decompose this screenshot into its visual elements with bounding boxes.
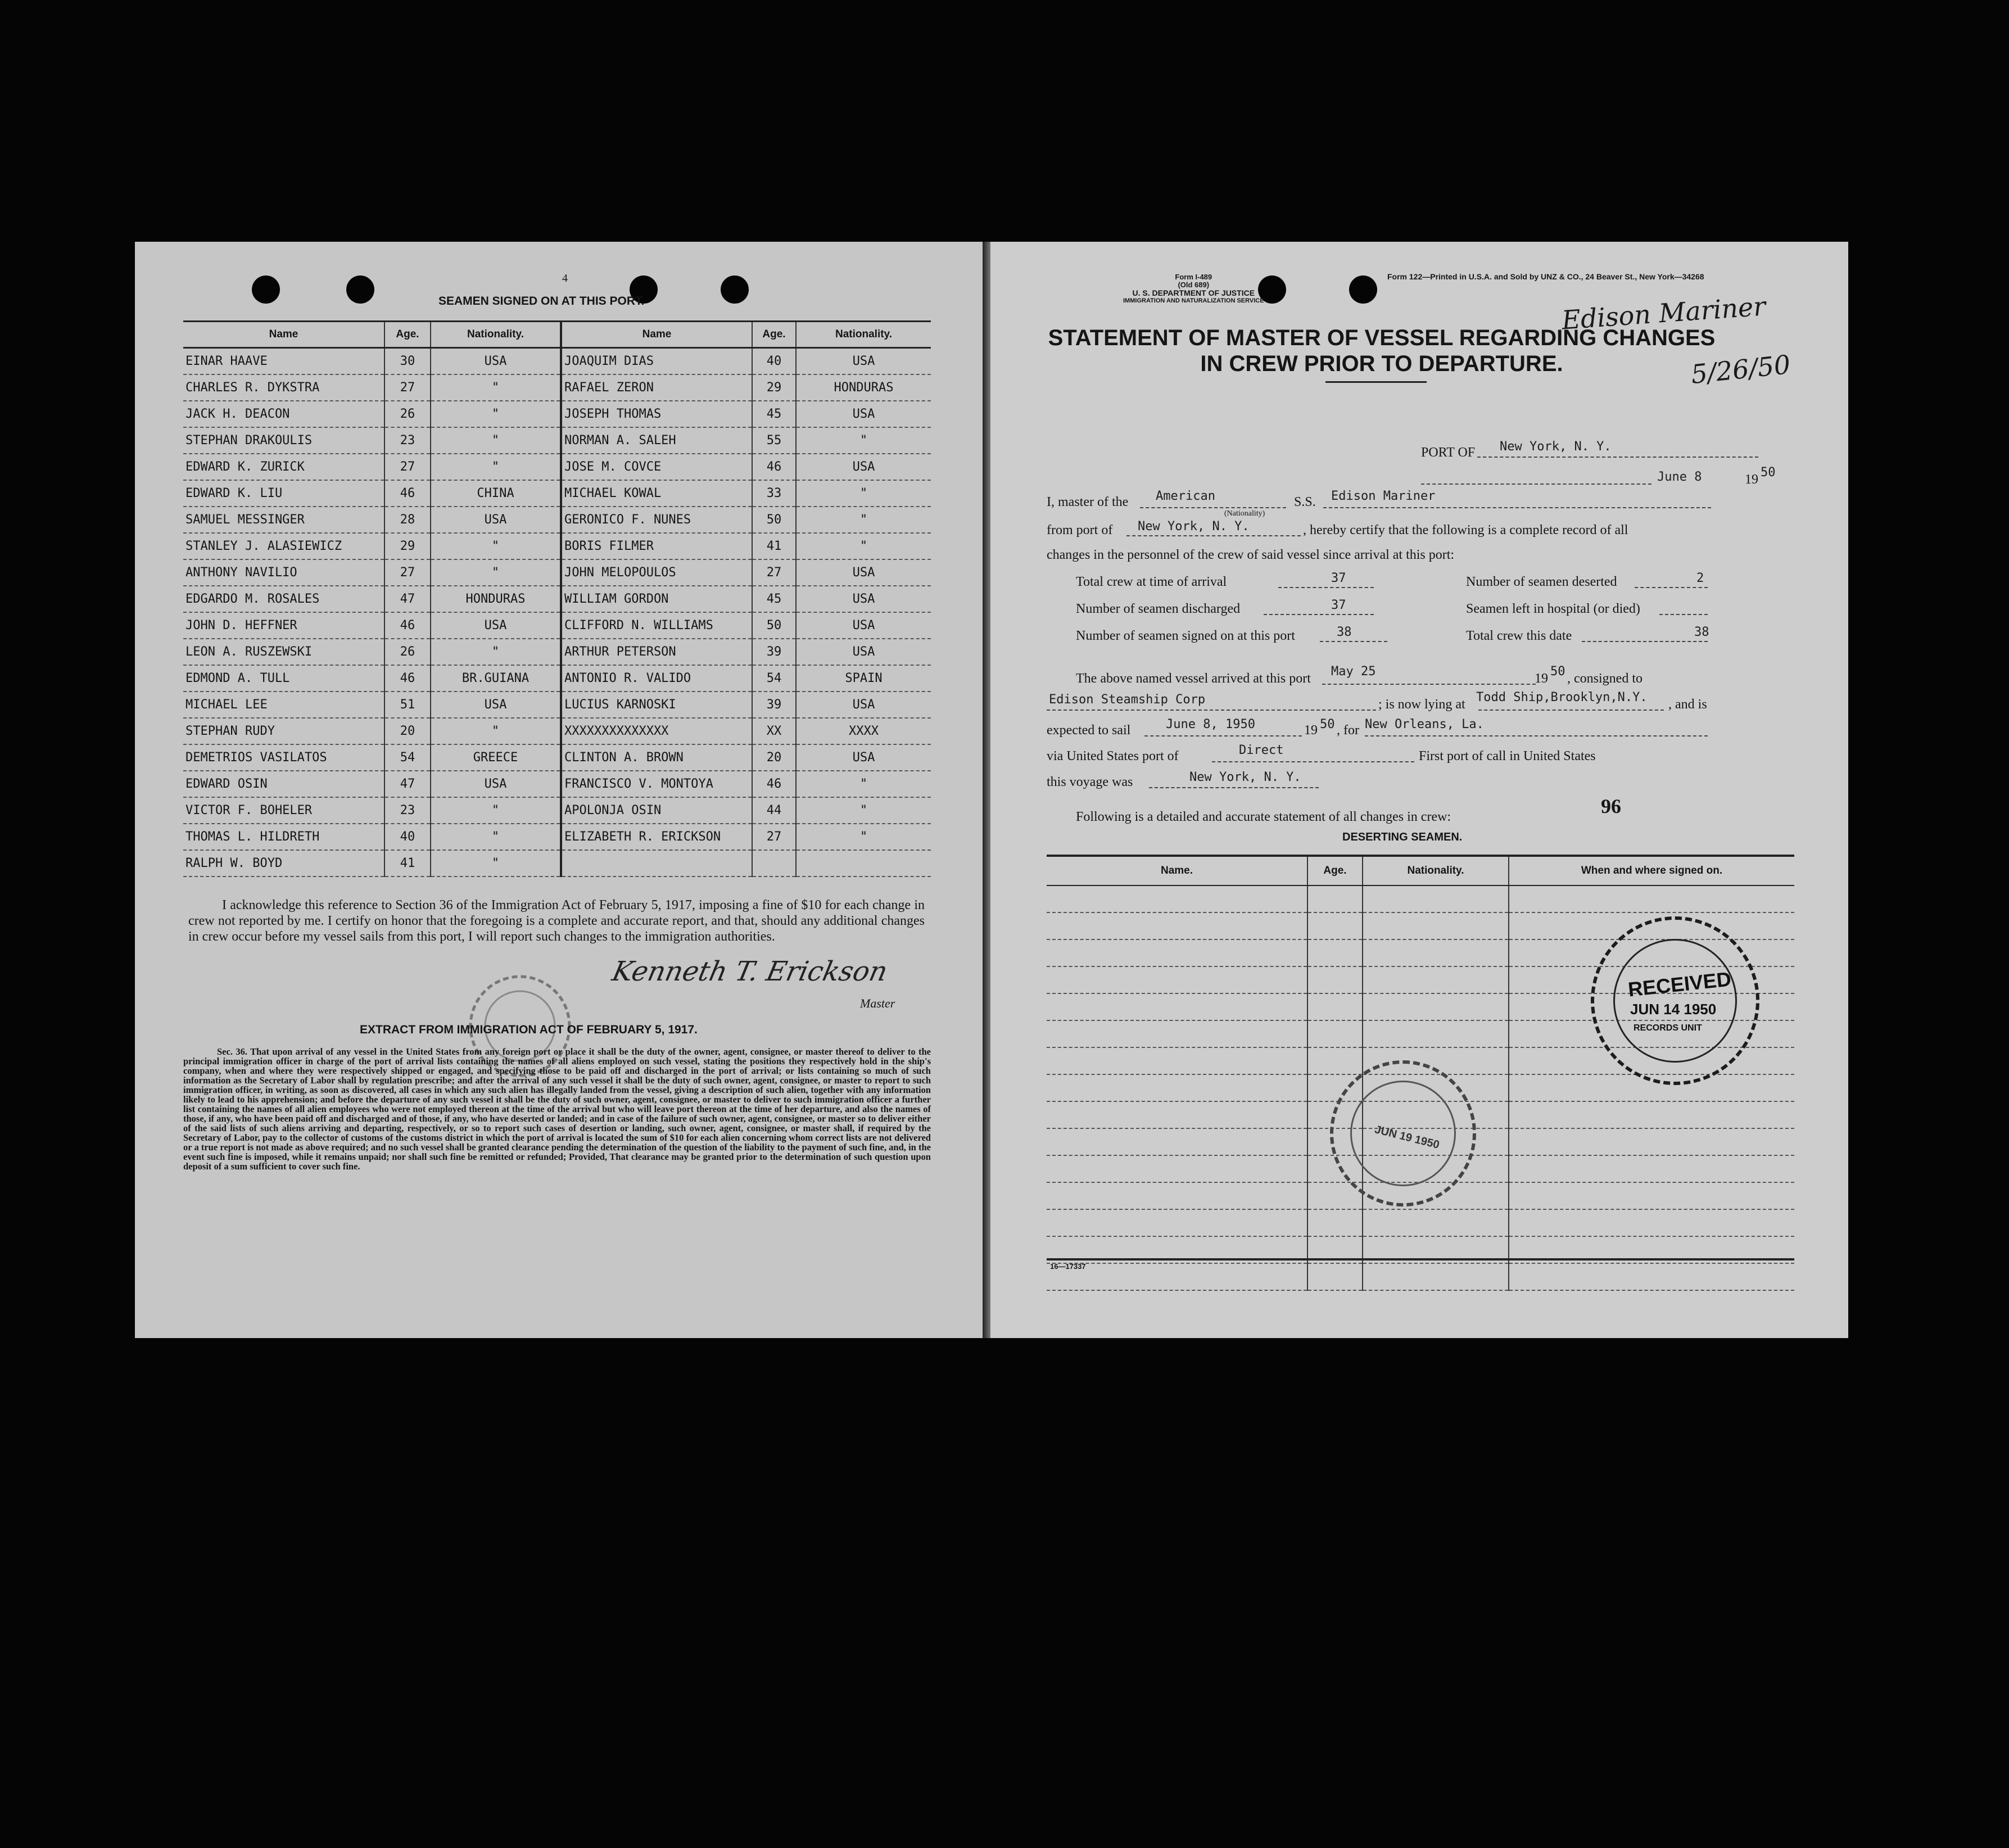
header-age: Age. xyxy=(384,322,431,348)
for-label: , for xyxy=(1337,723,1359,738)
crew-name: FRANCISCO V. MONTOYA xyxy=(561,771,752,797)
master-signature: Kenneth T. Erickson xyxy=(609,956,890,987)
empty-cell xyxy=(1363,1263,1509,1290)
date-value: June 8 xyxy=(1657,470,1702,484)
punch-hole xyxy=(721,275,749,304)
table-row xyxy=(183,665,931,692)
from-port-value: New York, N. Y. xyxy=(1138,519,1250,534)
crew-nationality: " xyxy=(431,718,561,744)
crew-name xyxy=(561,850,752,876)
header-name: Name. xyxy=(1047,856,1307,885)
empty-cell xyxy=(1047,939,1307,966)
crew-nationality: " xyxy=(431,797,561,824)
crew-age: 27 xyxy=(384,374,431,401)
table-row xyxy=(183,507,931,533)
crew-nationality: " xyxy=(431,401,561,427)
consignee-value: Edison Steamship Corp xyxy=(1049,693,1206,707)
empty-cell xyxy=(1363,912,1509,939)
total-arrival-label: Total crew at time of arrival xyxy=(1076,575,1227,589)
crew-name: JOSEPH THOMAS xyxy=(561,401,752,427)
crew-nationality: " xyxy=(796,533,931,559)
empty-cell xyxy=(1307,912,1363,939)
empty-cell xyxy=(1047,1020,1307,1047)
ss-label: S.S. xyxy=(1294,495,1316,509)
table-row xyxy=(183,480,931,507)
acknowledgement-text: I acknowledge this reference to Section 36 of the Immigration Act of February 5, 1917, imposing a fine of $10 for each change in crew not reported by me. I certify on honor that the foregoing is a complete and accurate report, and that, should any additional changes in crew occur before my vessel sails from this port, I will report such changes to the immigration authorities. xyxy=(188,898,925,944)
arrived-year-suffix: 50 xyxy=(1550,665,1565,679)
deserting-table-header xyxy=(1047,856,1794,885)
header-name: Name xyxy=(183,322,384,348)
title-line-1: STATEMENT OF MASTER OF VESSEL REGARDING CHANGES xyxy=(1048,326,1716,350)
crew-name: JACK H. DEACON xyxy=(183,401,384,427)
received-stamp xyxy=(1591,916,1759,1085)
crew-name: ARTHUR PETERSON xyxy=(561,639,752,665)
table-row xyxy=(183,639,931,665)
form-identifier xyxy=(1123,273,1264,305)
deserted-label: Number of seamen deserted xyxy=(1466,575,1617,589)
deserting-title: DESERTING SEAMEN. xyxy=(1342,831,1463,843)
total-date-value: 38 xyxy=(1694,625,1709,639)
vessel-field xyxy=(1323,507,1711,508)
crew-name: ANTONIO R. VALIDO xyxy=(561,665,752,692)
crew-name: JOHN MELOPOULOS xyxy=(561,559,752,586)
empty-cell xyxy=(1509,1155,1794,1182)
crew-nationality: USA xyxy=(431,507,561,533)
header-nationality: Nationality. xyxy=(796,322,931,348)
from-port-field xyxy=(1126,535,1301,536)
signed-on-label: Number of seamen signed on at this port xyxy=(1076,629,1295,643)
crew-name: RAFAEL ZERON xyxy=(561,374,752,401)
form-number: Form I-489 xyxy=(1175,273,1212,281)
table-row xyxy=(183,612,931,639)
first-port-label: First port of call in United States xyxy=(1419,749,1596,763)
crew-name: STEPHAN DRAKOULIS xyxy=(183,427,384,454)
crew-age: 33 xyxy=(752,480,796,507)
header-age: Age. xyxy=(752,322,796,348)
section-title: SEAMEN SIGNED ON AT THIS PORT. xyxy=(438,295,645,308)
crew-age: 46 xyxy=(752,771,796,797)
crew-nationality: USA xyxy=(431,348,561,375)
crew-age: 29 xyxy=(384,533,431,559)
crew-name: DEMETRIOS VASILATOS xyxy=(183,744,384,771)
changes-text: changes in the personnel of the crew of said vessel since arrival at this port: xyxy=(1047,548,1455,562)
empty-cell xyxy=(1509,1182,1794,1209)
table-row xyxy=(1047,885,1794,912)
crew-name: EDMOND A. TULL xyxy=(183,665,384,692)
crew-age: 47 xyxy=(384,586,431,612)
empty-cell xyxy=(1363,885,1509,912)
right-page xyxy=(983,242,1848,1338)
arrived-label: The above named vessel arrived at this port xyxy=(1076,671,1311,686)
crew-name: EDWARD OSIN xyxy=(183,771,384,797)
crew-nationality: USA xyxy=(796,559,931,586)
empty-cell xyxy=(1509,1128,1794,1155)
signed-on-field xyxy=(1320,641,1387,642)
crew-age: 23 xyxy=(384,427,431,454)
discharged-field xyxy=(1264,614,1374,615)
table-row xyxy=(183,850,931,876)
crew-nationality: USA xyxy=(796,612,931,639)
this-voyage-label: this voyage was xyxy=(1047,775,1133,789)
page-fold xyxy=(983,242,990,1338)
crew-name: ELIZABETH R. ERICKSON xyxy=(561,824,752,850)
crew-nationality: " xyxy=(431,427,561,454)
crew-nationality: " xyxy=(796,507,931,533)
crew-age: 55 xyxy=(752,427,796,454)
master-of-label: I, master of the xyxy=(1047,495,1129,509)
crew-age: 39 xyxy=(752,639,796,665)
table-bottom-rule xyxy=(1047,1258,1794,1260)
header-nationality: Nationality. xyxy=(431,322,561,348)
crew-name: NORMAN A. SALEH xyxy=(561,427,752,454)
signed-on-value: 38 xyxy=(1337,625,1352,639)
from-port-label: from port of xyxy=(1047,523,1113,537)
year-suffix: 50 xyxy=(1761,466,1776,480)
header-age: Age. xyxy=(1307,856,1363,885)
and-is-label: , and is xyxy=(1668,697,1707,712)
expected-field xyxy=(1144,735,1302,737)
crew-age: 51 xyxy=(384,692,431,718)
expected-year-suffix: 50 xyxy=(1320,717,1335,731)
empty-cell xyxy=(1307,1209,1363,1236)
discharged-value: 37 xyxy=(1331,598,1346,612)
empty-cell xyxy=(1307,966,1363,993)
arrived-value: May 25 xyxy=(1331,665,1376,679)
extract-title: EXTRACT FROM IMMIGRATION ACT OF FEBRUARY 5, 1917. xyxy=(360,1023,698,1036)
table-row xyxy=(1047,1209,1794,1236)
table-row xyxy=(183,771,931,797)
crew-nationality: USA xyxy=(431,771,561,797)
crew-nationality: " xyxy=(796,797,931,824)
total-arrival-value: 37 xyxy=(1331,571,1346,585)
crew-name: CLIFFORD N. WILLIAMS xyxy=(561,612,752,639)
crew-nationality: " xyxy=(431,639,561,665)
form-old-number: (Old 689) xyxy=(1178,281,1210,289)
empty-cell xyxy=(1307,885,1363,912)
lying-field xyxy=(1478,710,1664,711)
crew-name: CLINTON A. BROWN xyxy=(561,744,752,771)
empty-cell xyxy=(1047,1074,1307,1101)
total-arrival-field xyxy=(1278,587,1374,588)
crew-age: 26 xyxy=(384,639,431,665)
crew-nationality: USA xyxy=(796,692,931,718)
lying-label: ; is now lying at xyxy=(1378,697,1465,712)
table-row xyxy=(183,559,931,586)
header-nationality: Nationality. xyxy=(1363,856,1509,885)
empty-cell xyxy=(1047,1047,1307,1074)
crew-name: RALPH W. BOYD xyxy=(183,850,384,876)
crew-name: MICHAEL KOWAL xyxy=(561,480,752,507)
empty-cell xyxy=(1307,1020,1363,1047)
nationality-value: American xyxy=(1156,489,1215,503)
crew-age: 46 xyxy=(384,480,431,507)
empty-cell xyxy=(1047,993,1307,1020)
master-label: Master xyxy=(860,996,895,1010)
title-line-2: IN CREW PRIOR TO DEPARTURE. xyxy=(1200,351,1563,376)
crew-name: LEON A. RUSZEWSKI xyxy=(183,639,384,665)
crew-name: EDWARD K. ZURICK xyxy=(183,454,384,480)
crew-age: 46 xyxy=(384,665,431,692)
crew-nationality: " xyxy=(796,824,931,850)
stamp-received-sub: RECORDS UNIT xyxy=(1634,1023,1702,1033)
crew-age: 50 xyxy=(752,612,796,639)
table-row xyxy=(183,454,931,480)
crew-nationality: " xyxy=(431,850,561,876)
crew-age: 46 xyxy=(752,454,796,480)
table-row xyxy=(183,744,931,771)
deserted-value: 2 xyxy=(1696,571,1704,585)
crew-name: ANTHONY NAVILIO xyxy=(183,559,384,586)
first-port-value: New York, N. Y. xyxy=(1189,770,1301,784)
crew-age: 26 xyxy=(384,401,431,427)
table-row xyxy=(183,824,931,850)
crew-nationality: USA xyxy=(796,348,931,375)
crew-table xyxy=(183,320,931,877)
consignee-field xyxy=(1047,710,1376,711)
hospital-label: Seamen left in hospital (or died) xyxy=(1466,602,1640,616)
crew-age: 27 xyxy=(384,559,431,586)
hospital-field xyxy=(1659,614,1708,615)
crew-age: 45 xyxy=(752,401,796,427)
crew-nationality: HONDURAS xyxy=(431,586,561,612)
crew-nationality: " xyxy=(796,771,931,797)
nationality-field xyxy=(1140,507,1286,508)
crew-age: 27 xyxy=(752,824,796,850)
crew-name: JOHN D. HEFFNER xyxy=(183,612,384,639)
crew-name: JOSE M. COVCE xyxy=(561,454,752,480)
crew-age: 44 xyxy=(752,797,796,824)
arrived-year-prefix: 19 xyxy=(1535,671,1548,686)
crew-age: 47 xyxy=(384,771,431,797)
empty-cell xyxy=(1509,1101,1794,1128)
consigned-label: , consigned to xyxy=(1567,671,1643,686)
crew-name: STANLEY J. ALASIEWICZ xyxy=(183,533,384,559)
via-field xyxy=(1212,761,1414,762)
first-port-field xyxy=(1149,787,1319,788)
title-divider xyxy=(1325,381,1427,383)
crew-name: JOAQUIM DIAS xyxy=(561,348,752,375)
table-row xyxy=(183,401,931,427)
crew-nationality: USA xyxy=(796,639,931,665)
year-prefix: 19 xyxy=(1745,472,1758,487)
crew-nationality xyxy=(796,850,931,876)
crew-age: 41 xyxy=(384,850,431,876)
crew-name: GERONICO F. NUNES xyxy=(561,507,752,533)
form-title xyxy=(1044,325,1719,377)
following-text: Following is a detailed and accurate statement of all changes in crew: xyxy=(1076,810,1451,824)
crew-name: STEPHAN RUDY xyxy=(183,718,384,744)
for-field xyxy=(1365,735,1708,737)
empty-cell xyxy=(1509,885,1794,912)
crew-nationality: HONDURAS xyxy=(796,374,931,401)
crew-nationality: USA xyxy=(431,612,561,639)
empty-cell xyxy=(1307,1263,1363,1290)
crew-nationality: XXXX xyxy=(796,718,931,744)
lying-value: Todd Ship,Brooklyn,N.Y. xyxy=(1476,690,1648,704)
expected-label: expected to sail xyxy=(1047,723,1131,738)
table-row xyxy=(183,533,931,559)
empty-cell xyxy=(1047,1209,1307,1236)
crew-age: 46 xyxy=(384,612,431,639)
left-page xyxy=(135,242,984,1338)
crew-age: 50 xyxy=(752,507,796,533)
crew-nationality: " xyxy=(431,533,561,559)
punch-hole xyxy=(346,275,374,304)
discharged-label: Number of seamen discharged xyxy=(1076,602,1241,616)
crew-age: 40 xyxy=(752,348,796,375)
crew-name: THOMAS L. HILDRETH xyxy=(183,824,384,850)
header-when-where: When and where signed on. xyxy=(1509,856,1794,885)
crew-age: 20 xyxy=(384,718,431,744)
table-row xyxy=(183,374,931,401)
crew-table-header xyxy=(183,322,931,348)
punch-hole xyxy=(252,275,280,304)
crew-nationality: SPAIN xyxy=(796,665,931,692)
crew-name: APOLONJA OSIN xyxy=(561,797,752,824)
crew-nationality: " xyxy=(431,454,561,480)
crew-nationality: " xyxy=(431,374,561,401)
printer-note: Form 122—Printed in U.S.A. and Sold by UNZ & CO., 24 Beaver St., New York—34268 xyxy=(1387,272,1704,281)
crew-name: VICTOR F. BOHELER xyxy=(183,797,384,824)
crew-age: 29 xyxy=(752,374,796,401)
crew-age: 30 xyxy=(384,348,431,375)
crew-name: SAMUEL MESSINGER xyxy=(183,507,384,533)
table-row xyxy=(183,427,931,454)
empty-cell xyxy=(1047,1182,1307,1209)
section-36-text: Sec. 36. That upon arrival of any vessel in the United States from any foreign port or place it shall be the duty of the owner, agent, consignee, or master thereof to deliver to the principal immigration officer in charge of the port of arrival lists containing the names of all aliens employed on such vessel, stating the positions they respectively hold in the ship's company, when and where they were respectively shipped or engaged, and specifying those to be paid off and discharged in the port of arrival; or lists containing so much of such information as the Secretary of Labor shall by regulation prescribe; and after the arrival of any such vessel it shall be the duty of such owner, agent, consignee, or master to report to such immigration officer, in writing, as soon as discovered, all cases in which any such alien has illegally landed from the vessel, giving a description of such alien, together with any information likely to lead to his apprehension; and before the departure of any such vessel it shall be the duty of such owner, agent, consignee, or master to deliver to such immigration officer a further list containing the names of all alien employees who were not employed thereon at the time of the arrival but who will leave port thereon at the time of her departure, and also the names of those, if any, who have been paid off and discharged and of those, if any, who have deserted or landed; and in case of the failure of such owner, agent, consignee, or master so to deliver either of the said lists of such aliens arriving and departing, respectively, or so to report such cases of desertion or landing, such owner, agent, consignee, or master shall, if required by the Secretary of Labor, pay to the collector of customs of the customs district in which the port of arrival is located the sum of $10 for each alien concerning whom correct lists are not delivered or a true report is not made as above required; and no such vessel shall be granted clearance pending the determination of the question of the liability to the payment of such fine, and, in the event such fine is imposed, while it remains unpaid; nor shall such fine be remitted or refunded; Provided, That clearance may be granted prior to the determination of such question upon deposit of a sum sufficient to cover such fine. xyxy=(183,1046,931,1172)
form-footer: 16—17337 xyxy=(1050,1262,1086,1271)
port-label: PORT OF xyxy=(1421,445,1476,460)
empty-cell xyxy=(1363,993,1509,1020)
empty-cell xyxy=(1363,966,1509,993)
handwritten-vessel-name: Edison Mariner xyxy=(1560,291,1767,336)
table-row xyxy=(183,692,931,718)
empty-cell xyxy=(1047,1128,1307,1155)
crew-age: 28 xyxy=(384,507,431,533)
crew-name: XXXXXXXXXXXXXX xyxy=(561,718,752,744)
crew-age: XX xyxy=(752,718,796,744)
crew-name: CHARLES R. DYKSTRA xyxy=(183,374,384,401)
vessel-value: Edison Mariner xyxy=(1331,489,1436,503)
stamp-second-date: JUN 19 1950 xyxy=(1373,1123,1441,1151)
table-row xyxy=(183,348,931,375)
table-row xyxy=(1047,1263,1794,1290)
crew-nationality: " xyxy=(796,427,931,454)
crew-age: 41 xyxy=(752,533,796,559)
header-name: Name xyxy=(561,322,752,348)
crew-table-body xyxy=(183,348,931,877)
empty-cell xyxy=(1047,885,1307,912)
crew-nationality: CHINA xyxy=(431,480,561,507)
crew-age: 54 xyxy=(752,665,796,692)
crew-age xyxy=(752,850,796,876)
crew-nationality: " xyxy=(796,480,931,507)
empty-cell xyxy=(1047,912,1307,939)
empty-cell xyxy=(1047,1101,1307,1128)
table-row xyxy=(183,797,931,824)
port-value: New York, N. Y. xyxy=(1500,440,1612,454)
crew-nationality: BR.GUIANA xyxy=(431,665,561,692)
crew-nationality: GREECE xyxy=(431,744,561,771)
total-date-label: Total crew this date xyxy=(1466,629,1572,643)
crew-name: EINAR HAAVE xyxy=(183,348,384,375)
empty-cell xyxy=(1047,966,1307,993)
crew-age: 45 xyxy=(752,586,796,612)
crew-nationality: USA xyxy=(796,744,931,771)
crew-age: 39 xyxy=(752,692,796,718)
crew-name: LUCIUS KARNOSKI xyxy=(561,692,752,718)
punch-hole xyxy=(1349,275,1377,304)
date-field xyxy=(1421,484,1651,485)
handwritten-date: 5/26/50 xyxy=(1689,349,1792,390)
stamp-received-text: RECEIVED xyxy=(1627,967,1732,1001)
crew-nationality: " xyxy=(431,824,561,850)
crew-age: 54 xyxy=(384,744,431,771)
certify-text: , hereby certify that the following is a complete record of all xyxy=(1303,523,1628,537)
empty-cell xyxy=(1307,939,1363,966)
empty-cell xyxy=(1363,1209,1509,1236)
crew-nationality: USA xyxy=(796,401,931,427)
deserted-field xyxy=(1635,587,1708,588)
empty-cell xyxy=(1363,939,1509,966)
total-date-field xyxy=(1582,641,1708,642)
crew-name: EDGARDO M. ROSALES xyxy=(183,586,384,612)
stamp-received-date: JUN 14 1950 xyxy=(1630,1001,1717,1018)
arrived-field xyxy=(1322,684,1536,685)
faint-date-stamp xyxy=(1330,1060,1476,1207)
department-name: U. S. DEPARTMENT OF JUSTICE xyxy=(1132,288,1255,297)
empty-cell xyxy=(1509,1263,1794,1290)
crew-name: WILLIAM GORDON xyxy=(561,586,752,612)
crew-name: EDWARD K. LIU xyxy=(183,480,384,507)
crew-nationality: USA xyxy=(431,692,561,718)
service-name: IMMIGRATION AND NATURALIZATION SERVICE xyxy=(1123,297,1264,304)
empty-cell xyxy=(1509,1209,1794,1236)
expected-year-prefix: 19 xyxy=(1304,723,1318,738)
crew-nationality: USA xyxy=(796,586,931,612)
empty-cell xyxy=(1047,1155,1307,1182)
crew-age: 23 xyxy=(384,797,431,824)
port-field xyxy=(1477,457,1758,458)
expected-value: June 8, 1950 xyxy=(1166,717,1255,731)
empty-cell xyxy=(1363,1020,1509,1047)
via-value: Direct xyxy=(1239,743,1284,757)
for-value: New Orleans, La. xyxy=(1365,717,1484,731)
crew-name: BORIS FILMER xyxy=(561,533,752,559)
page-number: 4 xyxy=(562,272,568,284)
crew-age: 27 xyxy=(384,454,431,480)
crew-age: 40 xyxy=(384,824,431,850)
nationality-caption: (Nationality) xyxy=(1224,509,1265,518)
table-row xyxy=(183,586,931,612)
table-row xyxy=(183,718,931,744)
stamp-number: 96 xyxy=(1601,795,1621,817)
crew-age: 27 xyxy=(752,559,796,586)
crew-name: MICHAEL LEE xyxy=(183,692,384,718)
via-label: via United States port of xyxy=(1047,749,1179,763)
crew-nationality: " xyxy=(431,559,561,586)
crew-age: 20 xyxy=(752,744,796,771)
empty-cell xyxy=(1307,993,1363,1020)
crew-nationality: USA xyxy=(796,454,931,480)
